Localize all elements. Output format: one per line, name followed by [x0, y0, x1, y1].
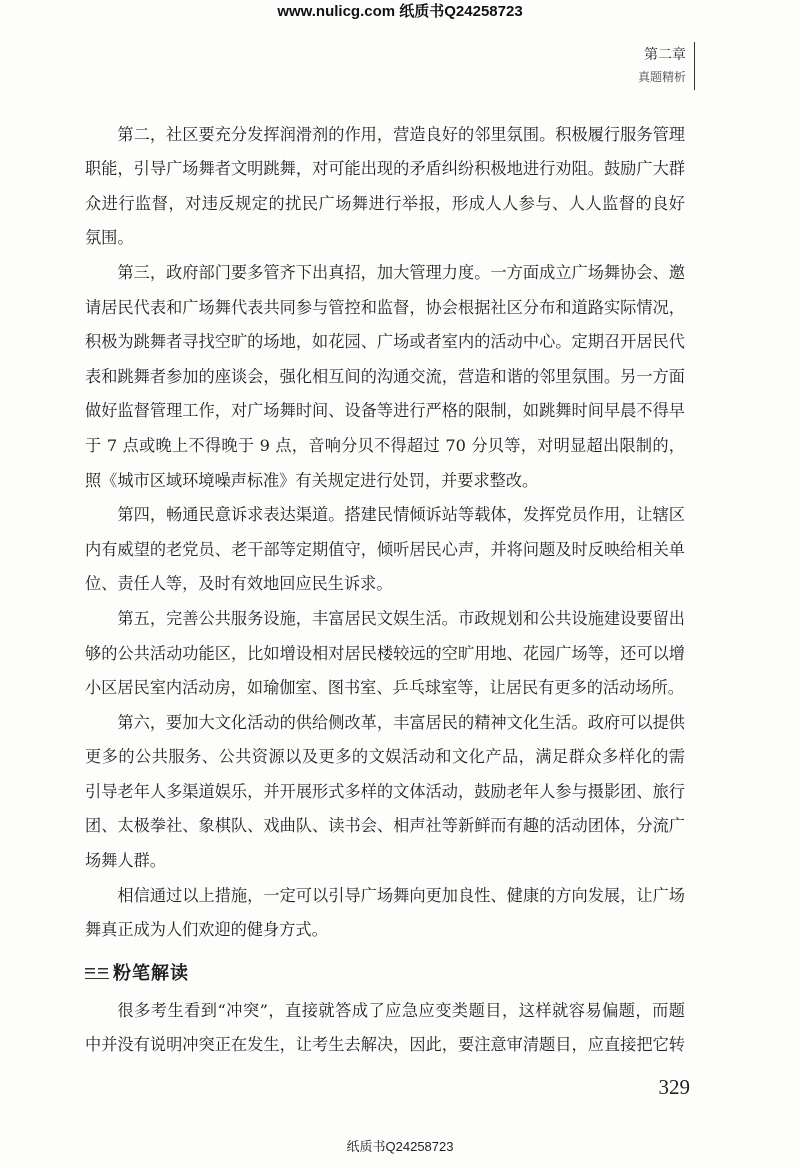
running-head-divider [694, 42, 695, 90]
paragraph-line: 更多的公共服务、公共资源以及更多的文娱活动和文化产品，满足群众多样化的需 [85, 747, 685, 767]
running-head-section: 真题精析 [637, 70, 686, 84]
paragraph-line: 第四，畅通民意诉求表达渠道。搭建民情倾诉站等载体，发挥党员作用，让辖区 [117, 505, 685, 525]
paragraph-line: 积极为跳舞者寻找空旷的场地，如花园、广场或者室内的活动中心。定期召开居民代 [85, 332, 685, 352]
paragraph-line: 舞真正成为人们欢迎的健身方式。 [85, 920, 328, 940]
paragraph-line: 内有威望的老党员、老干部等定期值守，倾听居民心声，并将问题及时反映给相关单 [85, 539, 685, 559]
paragraph-line: 位、责任人等，及时有效地回应民生诉求。 [85, 574, 393, 594]
paragraph-line: 请居民代表和广场舞代表共同参与管控和监督，协会根据社区分布和道路实际情况， [85, 297, 685, 317]
paragraph-line: 相信通过以上措施，一定可以引导广场舞向更加良性、健康的方向发展，让广场 [117, 885, 685, 905]
paragraph-line: 于 7 点或晚上不得晚于 9 点，音响分贝不得超过 70 分贝等，对明显超出限制的， [85, 435, 685, 455]
paragraph-line: 第六，要加大文化活动的供给侧改革，丰富居民的精神文化生活。政府可以提供 [117, 712, 685, 732]
body-text [85, 118, 685, 948]
paragraph-line: 表和跳舞者参加的座谈会，强化相互间的沟通交流，营造和谐的邻里氛围。另一方面 [85, 366, 685, 386]
footer-watermark: 纸质书Q24258723 [346, 1139, 454, 1154]
paragraph-line: 中并没有说明冲突正在发生，让考生去解决，因此，要注意审清题目，应直接把它转 [85, 1035, 685, 1055]
paragraph-line: 够的公共活动功能区，比如增设相对居民楼较远的空旷用地、花园广场等，还可以增 [85, 643, 685, 663]
running-head-chapter: 第二章 [644, 46, 686, 62]
paragraph-line: 做好监督管理工作，对广场舞时间、设备等进行严格的限制，如跳舞时间早晨不得早 [85, 401, 685, 421]
heading-bars-icon [85, 966, 109, 979]
paragraph-line: 小区居民室内活动房，如瑜伽室、图书室、乒乓球室等，让居民有更多的活动场所。 [85, 678, 684, 698]
paragraph-line: 照《城市区域环境噪声标准》有关规定进行处罚，并要求整改。 [85, 470, 539, 490]
reading-text [85, 994, 685, 1063]
section-heading: 粉笔解读 [113, 963, 189, 983]
paragraph-line: 团、太极拳社、象棋队、戏曲队、读书会、相声社等新鲜而有趣的活动团体，分流广 [85, 816, 685, 836]
paragraph-line: 很多考生看到“冲突”，直接就答成了应急应变类题目，这样就容易偏题，而题 [117, 1000, 685, 1020]
paragraph-line: 引导老年人多渠道娱乐，并开展形式多样的文体活动，鼓励老年人参与摄影团、旅行 [85, 781, 685, 801]
top-watermark: www.nulicg.com 纸质书Q24258723 [277, 3, 523, 20]
paragraph-line: 场舞人群。 [85, 851, 166, 871]
paragraph-line: 第五，完善公共服务设施，丰富居民文娱生活。市政规划和公共设施建设要留出 [117, 608, 685, 628]
paragraph-line: 职能，引导广场舞者文明跳舞，对可能出现的矛盾纠纷积极地进行劝阻。鼓励广大群 [85, 159, 685, 179]
paragraph-line: 氛围。 [85, 228, 134, 248]
paragraph-line: 众进行监督，对违反规定的扰民广场舞进行举报，形成人人参与、人人监督的良好 [85, 193, 685, 213]
page-number: 329 [658, 1075, 690, 1099]
paragraph-line: 第二，社区要充分发挥润滑剂的作用，营造良好的邻里氛围。积极履行服务管理 [117, 124, 685, 144]
paragraph-line: 第三，政府部门要多管齐下出真招，加大管理力度。一方面成立广场舞协会、邀 [117, 262, 685, 282]
